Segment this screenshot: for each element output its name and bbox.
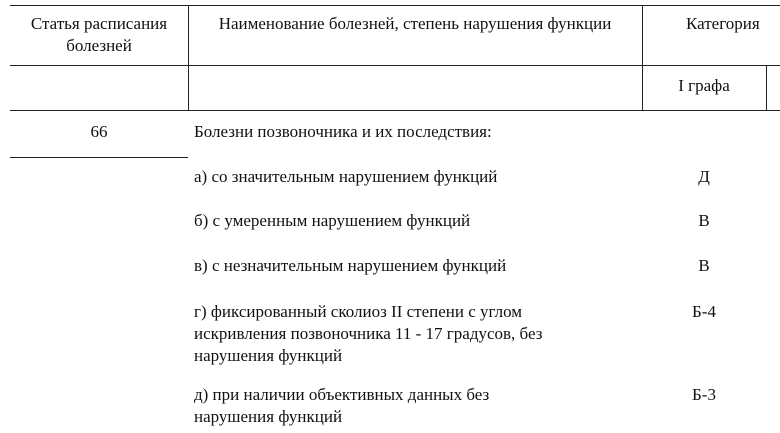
article-title: Болезни позвоночника и их последствия:: [194, 122, 492, 141]
divider-graph1: [766, 65, 767, 110]
header-article: Статья расписания болезней: [30, 14, 168, 55]
divider-article-name: [188, 5, 189, 110]
row-category: В: [698, 256, 710, 275]
row-category: Д: [698, 167, 710, 186]
row-category: Б-3: [692, 385, 716, 404]
row-text: а) со значительным нарушением функций: [194, 167, 498, 186]
row-category: В: [698, 211, 710, 230]
row-text: г) фиксированный сколиоз II степени с углом искривления позвоночника 11 - 17 градусов, без нарушения функций: [194, 302, 543, 365]
row-text: в) с незначительным нарушением функций: [194, 256, 507, 275]
header-graph-1: I графа: [678, 76, 730, 95]
header-category: Категория: [686, 14, 760, 33]
subheader-bottom-border: [10, 110, 780, 111]
table-top-border: [10, 5, 780, 6]
header-name: Наименование болезней, степень нарушения функции: [218, 14, 612, 33]
header-bottom-border: [10, 65, 780, 66]
row-text: б) с умеренным нарушением функций: [194, 211, 471, 230]
row-category: Б-4: [692, 302, 716, 321]
article-number: 66: [90, 122, 108, 141]
article-number-underline: [10, 157, 188, 158]
row-text: д) при наличии объективных данных без нарушения функций: [194, 385, 490, 426]
